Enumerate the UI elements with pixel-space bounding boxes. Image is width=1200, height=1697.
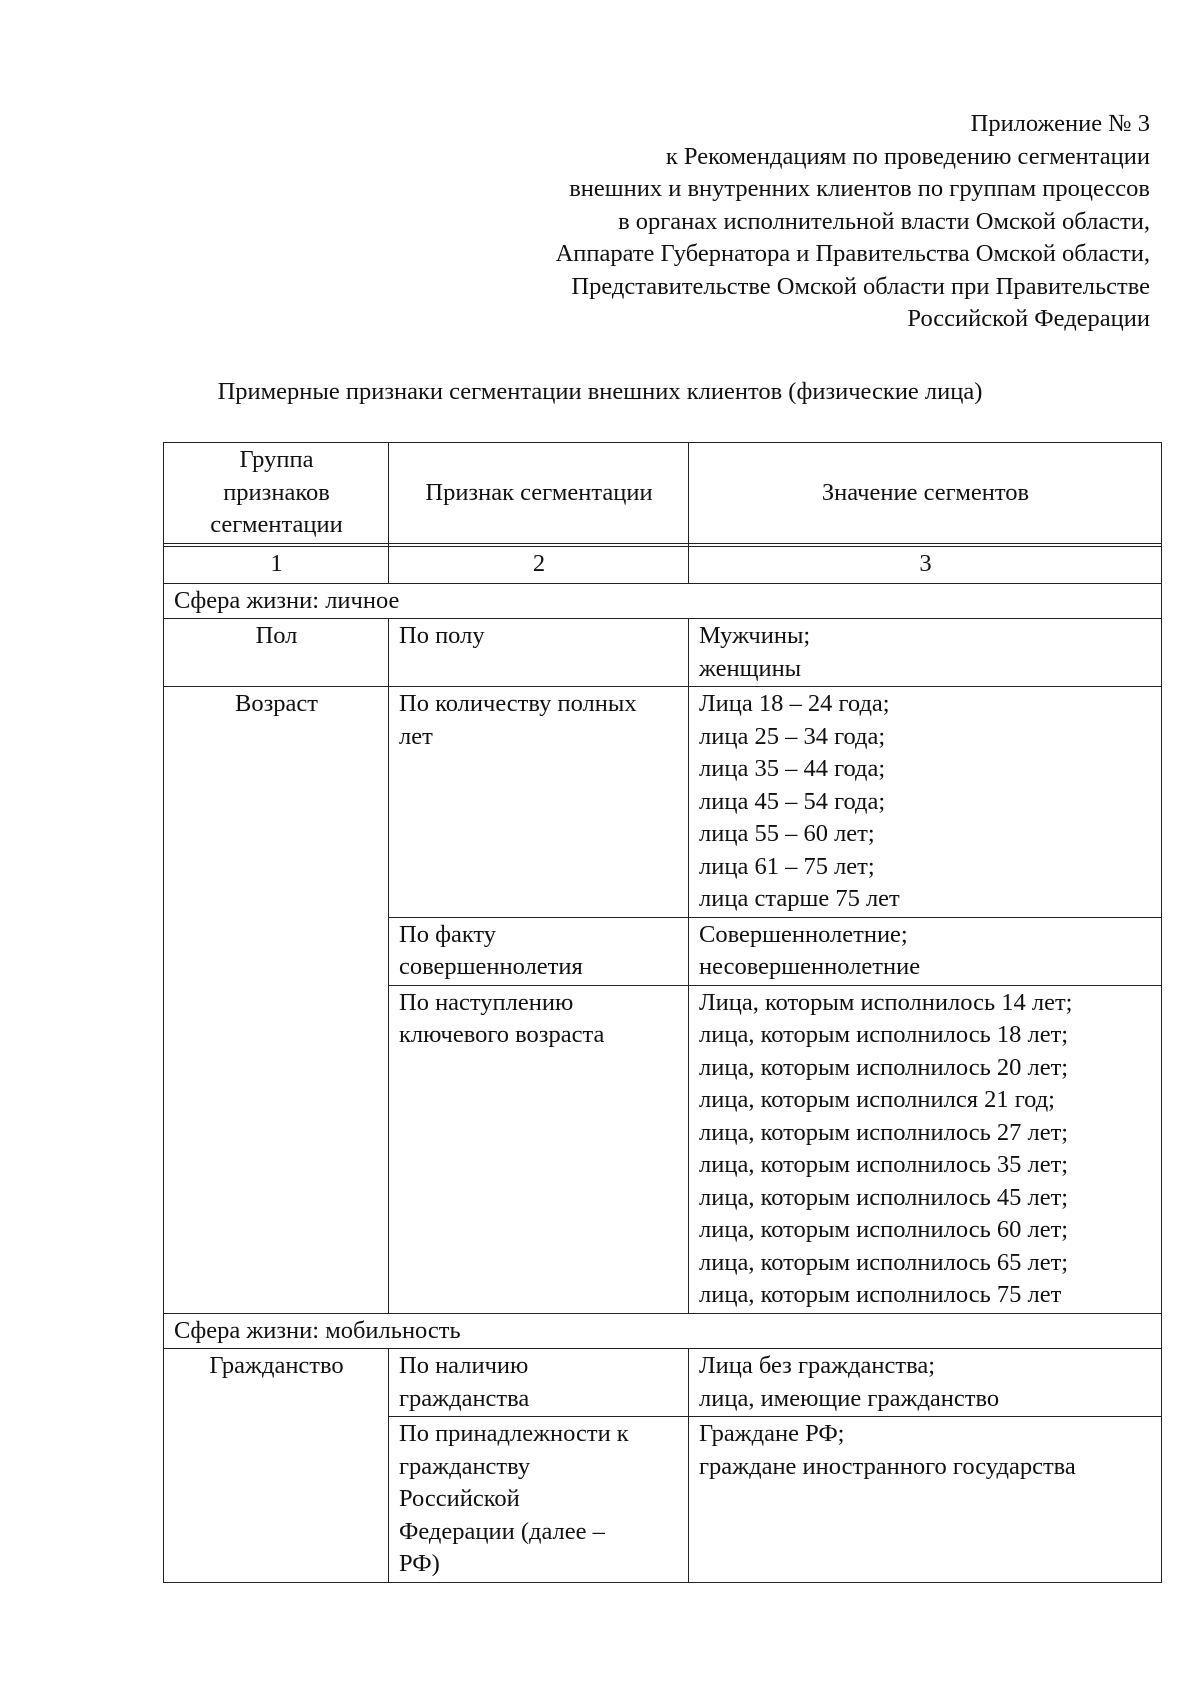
table-header-row (164, 443, 1162, 544)
column-number: 3 (689, 546, 1162, 583)
annex-line: в органах исполнительной власти Омской области, (618, 207, 1150, 235)
criterion-cell: По наступлению ключевого возраста (389, 985, 689, 1313)
criterion-cell: По количеству полных лет (389, 687, 689, 918)
values-cell: Лица 18 – 24 года; лица 25 – 34 года; лица 35 – 44 года; лица 45 – 54 года; лица 55 – 60 лет; лица 61 – 75 лет; лица старше 75 лет (689, 687, 1162, 918)
document-title: Примерные признаки сегментации внешних клиентов (физические лица) (217, 378, 983, 405)
values-cell: Совершеннолетние; несовершеннолетние (689, 917, 1162, 985)
segmentation-table (163, 442, 1162, 1583)
annex-line: Аппарате Губернатора и Правительства Омской области, (555, 240, 1150, 267)
values-cell: Лица, которым исполнилось 14 лет; лица, которым исполнилось 18 лет; лица, которым исполнилось 20 лет; лица, которым исполнился 21 год; лица, которым исполнилось 27 лет; лица, которым исполнилось 35 лет; лица, которым исполнилось 45 лет; лица, которым исполнилось 60 лет; лица, которым исполнилось 65 лет; лица, которым исполнилось 75 лет (689, 985, 1162, 1313)
header-values: Значение сегментов (689, 443, 1162, 544)
annex-line: Российской Федерации (907, 305, 1150, 332)
group-cell: Возраст (164, 687, 389, 1314)
column-number-row (164, 546, 1162, 583)
table-row-age-full-years (164, 687, 1162, 918)
criterion-cell: По факту совершеннолетия (389, 917, 689, 985)
criterion-cell: По принадлежности к гражданству Российской Федерации (далее – РФ) (389, 1417, 689, 1583)
section-title: Сфера жизни: мобильность (164, 1313, 1162, 1349)
group-cell: Пол (164, 619, 389, 687)
column-number: 1 (164, 546, 389, 583)
table-row-gender (164, 619, 1162, 687)
annex-line: Приложение № 3 (970, 110, 1150, 137)
values-cell: Лица без гражданства; лица, имеющие гражданство (689, 1349, 1162, 1417)
section-row-personal (164, 583, 1162, 619)
annex-line: к Рекомендациям по проведению сегментации (665, 142, 1150, 170)
annex-line: Представительстве Омской области при Правительстве (571, 272, 1150, 300)
header-group: Группа признаков сегментации (164, 443, 389, 544)
annex-header (390, 108, 1150, 336)
criterion-cell: По наличию гражданства (389, 1349, 689, 1417)
annex-line: внешних и внутренних клиентов по группам процессов (569, 175, 1150, 202)
header-criterion: Признак сегментации (389, 443, 689, 544)
table-row-citizenship-presence (164, 1349, 1162, 1417)
values-cell: Мужчины; женщины (689, 619, 1162, 687)
criterion-cell: По полу (389, 619, 689, 687)
section-title: Сфера жизни: личное (164, 583, 1162, 619)
section-row-mobility (164, 1313, 1162, 1349)
group-cell: Гражданство (164, 1349, 389, 1583)
column-number: 2 (389, 546, 689, 583)
values-cell: Граждане РФ; граждане иностранного государства (689, 1417, 1162, 1583)
